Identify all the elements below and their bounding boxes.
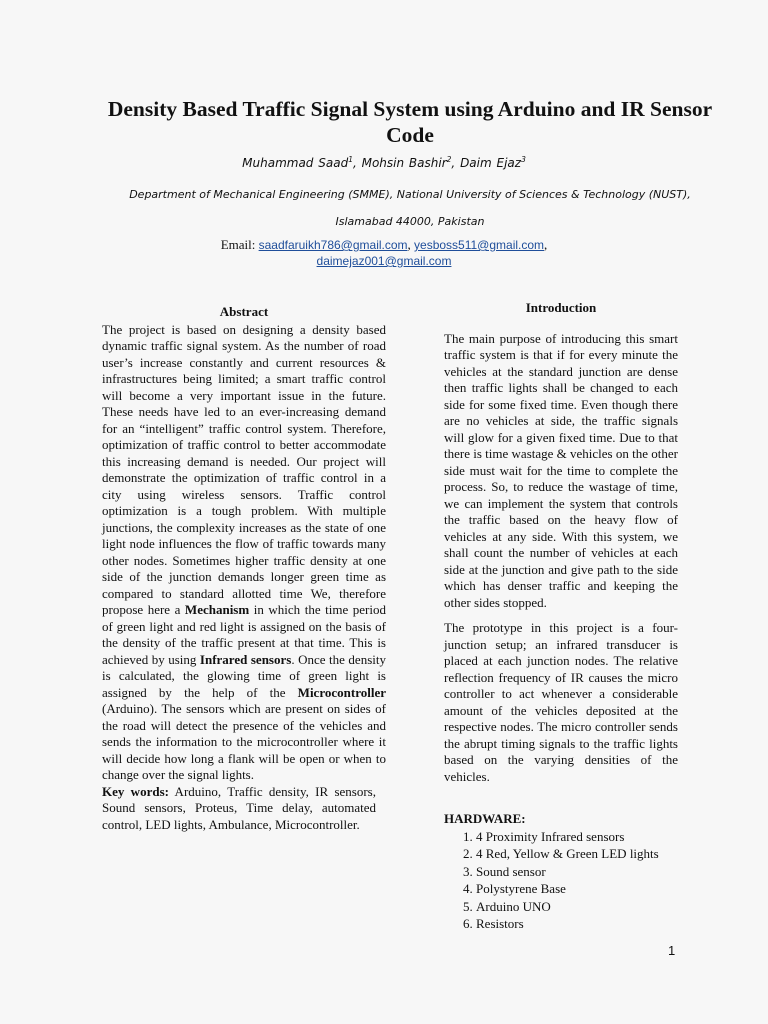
email-link-3[interactable]: daimejaz001@gmail.com [316,254,452,268]
abstract-text: The project is based on designing a density based dynamic traffic signal system. As the number of road user’s increase constantly and current resources & infrastructures being limited; a smart traffic control will become a very important issue in the future. These needs have led to an ever-increasing demand for an “intelligent” traffic control system. Therefore, optimization of traffic control to better accommodate this increasing demand is needed. Our project will demonstrate the optimization of traffic control in a city using wireless sensors. Traffic control optimization is a tough problem. With multiple junctions, the complexity increases as the state of one light node influences the flow of traffic towards many other nodes. Sometimes higher traffic density at one side of the junction demands longer green time as compared to standard allotted time We, therefore propose here a [102,321,386,617]
hardware-item: 1. 4 Proximity Infrared sensors [476,828,678,846]
hardware-heading: HARDWARE: [444,811,526,826]
hardware-item: 6. Resistors [476,915,678,933]
introduction-heading: Introduction [525,300,597,315]
hardware-item: 5. Arduino UNO [476,898,678,916]
abstract-bold-term: Mechanism [184,602,250,617]
author-affiliation-mark: 3 [521,155,526,164]
author-name: Mohsin Bashir [361,156,447,170]
author-affiliation-mark: 1 [348,155,353,164]
affiliation: Department of Mechanical Engineering (SMME), National University of Sciences & Technology (NUST), Islamabad 44000, Pakistan [129,188,691,228]
abstract-text: (Arduino). The sensors which are present on sides of the road will detect the presence of the vehicles and sends the information to the microcontroller where it will decide how long a flank will be open or when to change over the signal lights. [102,701,386,782]
abstract-text: in which the time period of green light and red light is assigned on the basis of the density of the traffic present at that time. This is achieved by using [102,602,386,667]
introduction-column [444,300,678,933]
abstract-body [102,322,386,784]
email-line: Email: saadfaruikh786@gmail.com, yesboss511@gmail.com, daimejaz001@gmail.com [220,237,548,268]
hardware-item: 2. 4 Red, Yellow & Green LED lights [476,845,678,863]
hardware-item: 3. Sound sensor [476,863,678,881]
keywords-label: Key words: [102,783,169,799]
introduction-paragraph-1: The main purpose of introducing this smart traffic system is that if for every minute the vehicles at the standard junction are dense then traffic lights shall be changed to each side for some fixed time. Even though there are no vehicles at side, the traffic signals will glow for a given fixed time. Due to that there is time wastage & vehicles on the other side must wait for the time to complete the process. So, to reduce the wastage of time, we can implement the system that controls the traffic based on the heavy flow of vehicles at any side. With this system, we shall count the number of vehicles at each side at the junction and give path to the side which has denser traffic and keeping the other sides stopped. [444,330,678,610]
author-list: Muhammad Saad$^1$, Mohsin Bashir$^2$, Daim Ejaz$^3$ [242,155,526,170]
author-name: Daim Ejaz [460,156,522,170]
introduction-paragraph-2: The prototype in this project is a four-junction setup; an infrared transducer is placed at each junction nodes. The relative reflection frequency of IR causes the micro controller to act whenever a considerable amount of the vehicles deposited at the respective nodes. The micro controller sends the abrupt timing signals to the traffic lights based on the varying densities of the vehicles. [444,620,678,784]
paper-title: Density Based Traffic Signal System using Arduino and IR Sensor Code [107,97,713,147]
abstract-bold-term: Microcontroller [297,684,386,700]
abstract-bold-term: Infrared sensors [199,651,292,667]
abstract-text: . Once the density is calculated, the glowing time of green light is assigned by the help of the [102,651,386,700]
abstract-heading: Abstract [219,304,269,319]
hardware-list [444,828,678,933]
email-label: Email: [220,237,259,252]
hardware-item: 4. Polystyrene Base [476,880,678,898]
keywords [102,784,376,834]
abstract-column [102,304,386,833]
email-link-2[interactable]: yesboss511@gmail.com [414,238,545,252]
author-name: Muhammad Saad [242,156,349,170]
keywords-text: Arduino, Traffic density, IR sensors, Sound sensors, Proteus, Time delay, automated control, LED lights, Ambulance, Microcontroller. [102,783,376,832]
author-affiliation-mark: 2 [446,155,452,164]
page-number: 1 [668,943,676,958]
email-link-1[interactable]: saadfaruikh786@gmail.com [258,238,408,252]
